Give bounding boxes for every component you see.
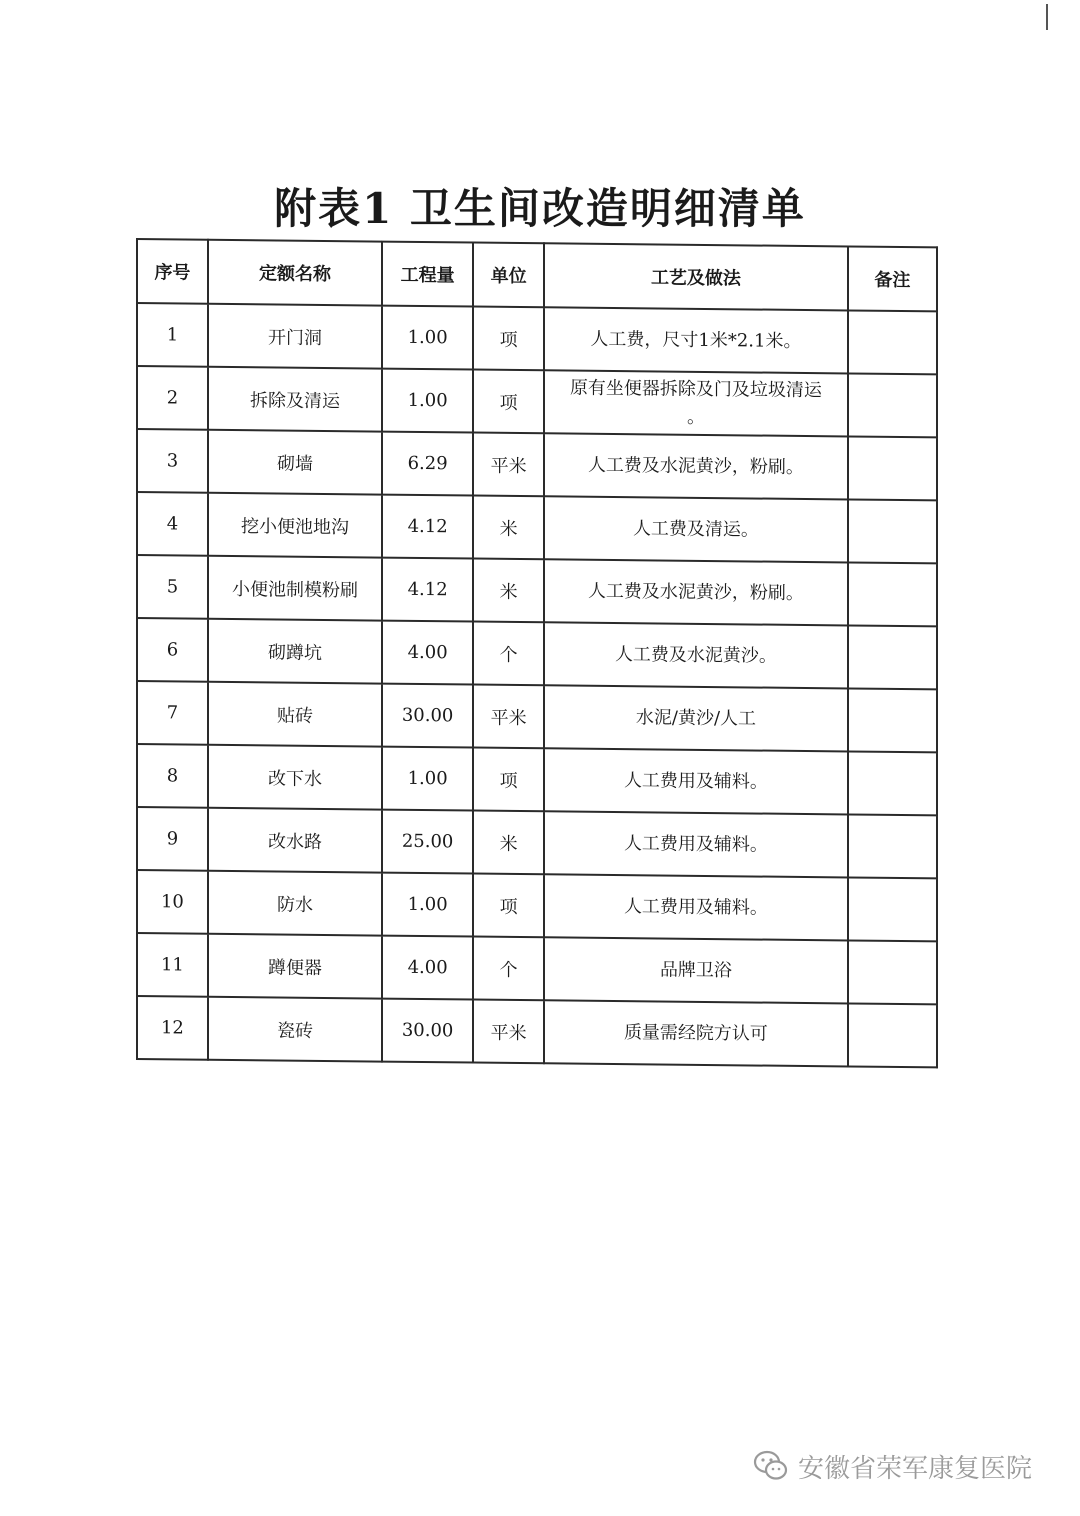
row-qty: 30.00 [382,999,473,1063]
row-name: 砌墙 [208,430,382,495]
row-method: 人工费及清运。 [544,496,848,562]
row-no: 9 [137,807,208,871]
row-qty: 4.12 [382,558,473,622]
row-no: 3 [137,429,208,493]
header-note: 备注 [848,246,937,311]
row-method: 人工费及水泥黄沙。 [544,622,848,688]
row-method: 水泥/黄沙/人工 [544,685,848,751]
row-note [848,499,937,563]
table-body [137,303,937,1067]
row-unit: 项 [473,307,544,371]
table-row [137,933,937,1004]
row-no: 5 [137,555,208,619]
row-note [848,688,937,752]
row-unit: 平米 [473,1000,544,1064]
table-row [137,996,937,1067]
header-name: 定额名称 [208,240,382,306]
row-qty: 1.00 [382,306,473,370]
detail-table [136,238,938,1068]
scan-mark [1046,4,1048,30]
row-name: 砌蹲坑 [208,619,382,684]
header-no: 序号 [137,239,208,304]
row-method: 人工费用及辅料。 [544,874,848,940]
row-method: 人工费用及辅料。 [544,748,848,814]
row-no: 4 [137,492,208,556]
row-note [848,877,937,941]
row-note [848,1003,937,1067]
row-qty: 30.00 [382,684,473,748]
header-unit: 单位 [473,243,544,308]
row-qty: 25.00 [382,810,473,874]
row-unit: 个 [473,937,544,1001]
table-row [137,681,937,752]
header-method: 工艺及做法 [544,243,848,310]
watermark [752,1444,1032,1488]
row-no: 6 [137,618,208,682]
row-unit: 平米 [473,433,544,497]
row-unit: 个 [473,622,544,686]
table-row [137,429,937,500]
row-note [848,562,937,626]
table-row [137,555,937,626]
row-method: 人工费用及辅料。 [544,811,848,877]
row-method: 人工费，尺寸1米*2.1米。 [544,307,848,373]
watermark-text: 安徽省荣军康复医院 [798,1453,1033,1484]
row-method: 原有坐便器拆除及门及垃圾清运 。 [544,370,848,436]
table-row [137,807,937,878]
row-name: 瓷砖 [208,997,382,1062]
row-unit: 项 [473,874,544,938]
table-header-row [137,239,937,311]
row-no: 2 [137,366,208,430]
row-name: 挖小便池地沟 [208,493,382,558]
row-name: 开门洞 [208,304,382,369]
row-name: 改水路 [208,808,382,873]
row-name: 防水 [208,871,382,936]
row-no: 12 [137,996,208,1060]
header-qty: 工程量 [382,242,473,307]
detail-table-wrap [136,238,938,1068]
wechat-icon [752,1449,790,1483]
row-qty: 1.00 [382,873,473,937]
row-qty: 4.12 [382,495,473,559]
row-name: 贴砖 [208,682,382,747]
row-method: 品牌卫浴 [544,937,848,1003]
table-row [137,870,937,941]
row-note [848,814,937,878]
row-name: 小便池制模粉刷 [208,556,382,621]
row-qty: 4.00 [382,936,473,1000]
row-unit: 平米 [473,685,544,749]
row-qty: 1.00 [382,747,473,811]
row-note [848,625,937,689]
table-row [137,618,937,689]
row-no: 8 [137,744,208,808]
row-unit: 米 [473,811,544,875]
row-name: 蹲便器 [208,934,382,999]
row-qty: 6.29 [382,432,473,496]
row-note [848,436,937,500]
row-unit: 项 [473,370,544,434]
table-row [137,492,937,563]
row-note [848,373,937,437]
row-note [848,940,937,1004]
row-no: 11 [137,933,208,997]
row-unit: 项 [473,748,544,812]
row-unit: 米 [473,559,544,623]
row-name: 拆除及清运 [208,367,382,432]
row-unit: 米 [473,496,544,560]
row-qty: 4.00 [382,621,473,685]
row-no: 1 [137,303,208,367]
page-title: 附表1 卫生间改造明细清单 [274,184,806,233]
row-no: 10 [137,870,208,934]
row-method: 人工费及水泥黄沙，粉刷。 [544,433,848,499]
table-row [137,303,937,374]
row-note [848,310,937,374]
row-name: 改下水 [208,745,382,810]
row-method: 质量需经院方认可 [544,1000,848,1066]
row-no: 7 [137,681,208,745]
table-row [137,366,937,437]
row-method: 人工费及水泥黄沙，粉刷。 [544,559,848,625]
row-qty: 1.00 [382,369,473,433]
table-row [137,744,937,815]
row-note [848,751,937,815]
